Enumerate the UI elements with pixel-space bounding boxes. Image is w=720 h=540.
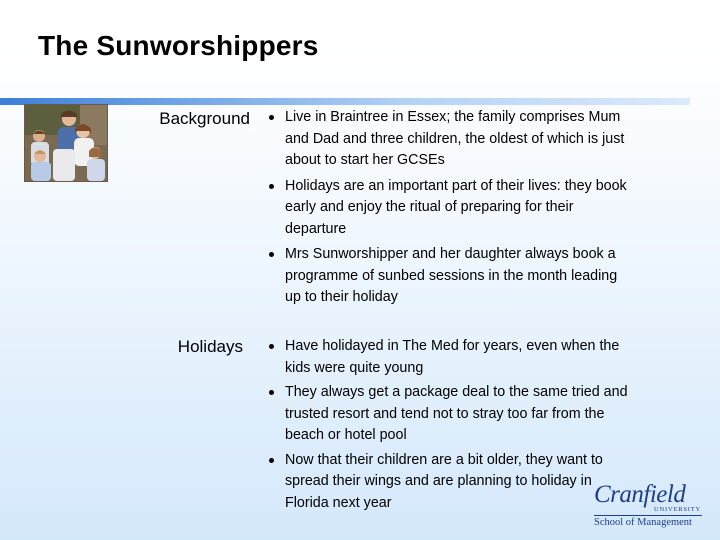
slide-title: The Sunworshippers (38, 30, 319, 61)
section-label-holidays: Holidays (177, 337, 243, 356)
list-item (269, 244, 629, 309)
bullet-icon (269, 184, 274, 189)
logo-divider (594, 515, 702, 516)
bullet-text: Have holidayed in The Med for years, even when the kids were quite young (285, 338, 620, 376)
bullet-text: Holidays are an important part of their lives: they book early and enjoy the ritual of preparing for their departure (285, 177, 627, 237)
list-item (269, 176, 629, 241)
bullet-text: They always get a package deal to the same tried and trusted resort and tend not to stray too far from the beach or hotel pool (285, 384, 628, 443)
bullet-text: Live in Braintree in Essex; the family comprises Mum and Dad and three children, the oldest of which is just about to start her GCSEs (285, 109, 625, 168)
family-photo (24, 104, 108, 182)
holidays-bullet-list (269, 336, 629, 514)
bullet-icon (269, 390, 274, 395)
bullet-icon (269, 344, 274, 349)
bullet-icon (269, 458, 274, 463)
background-bullet-list (269, 107, 629, 309)
family-photo-image (25, 105, 107, 181)
logo-university: UNIVERSITY (654, 506, 701, 513)
bullet-icon (269, 115, 274, 120)
bullet-text: Mrs Sunworshipper and her daughter always book a programme of sunbed sessions in the month leading up to their holiday (285, 246, 618, 305)
bullet-text: Now that their children are a bit older, they want to spread their wings and are planning to holiday in Florida next year (285, 451, 603, 511)
bullet-icon (269, 252, 274, 257)
list-item (269, 107, 629, 172)
section-label-background: Background (159, 109, 250, 128)
list-item (269, 336, 629, 379)
logo-school-name: School of Management (594, 517, 692, 528)
list-item (269, 450, 629, 515)
cranfield-logo (590, 483, 706, 531)
list-item (269, 382, 629, 447)
logo-wordmark: Cranfield (594, 481, 686, 508)
